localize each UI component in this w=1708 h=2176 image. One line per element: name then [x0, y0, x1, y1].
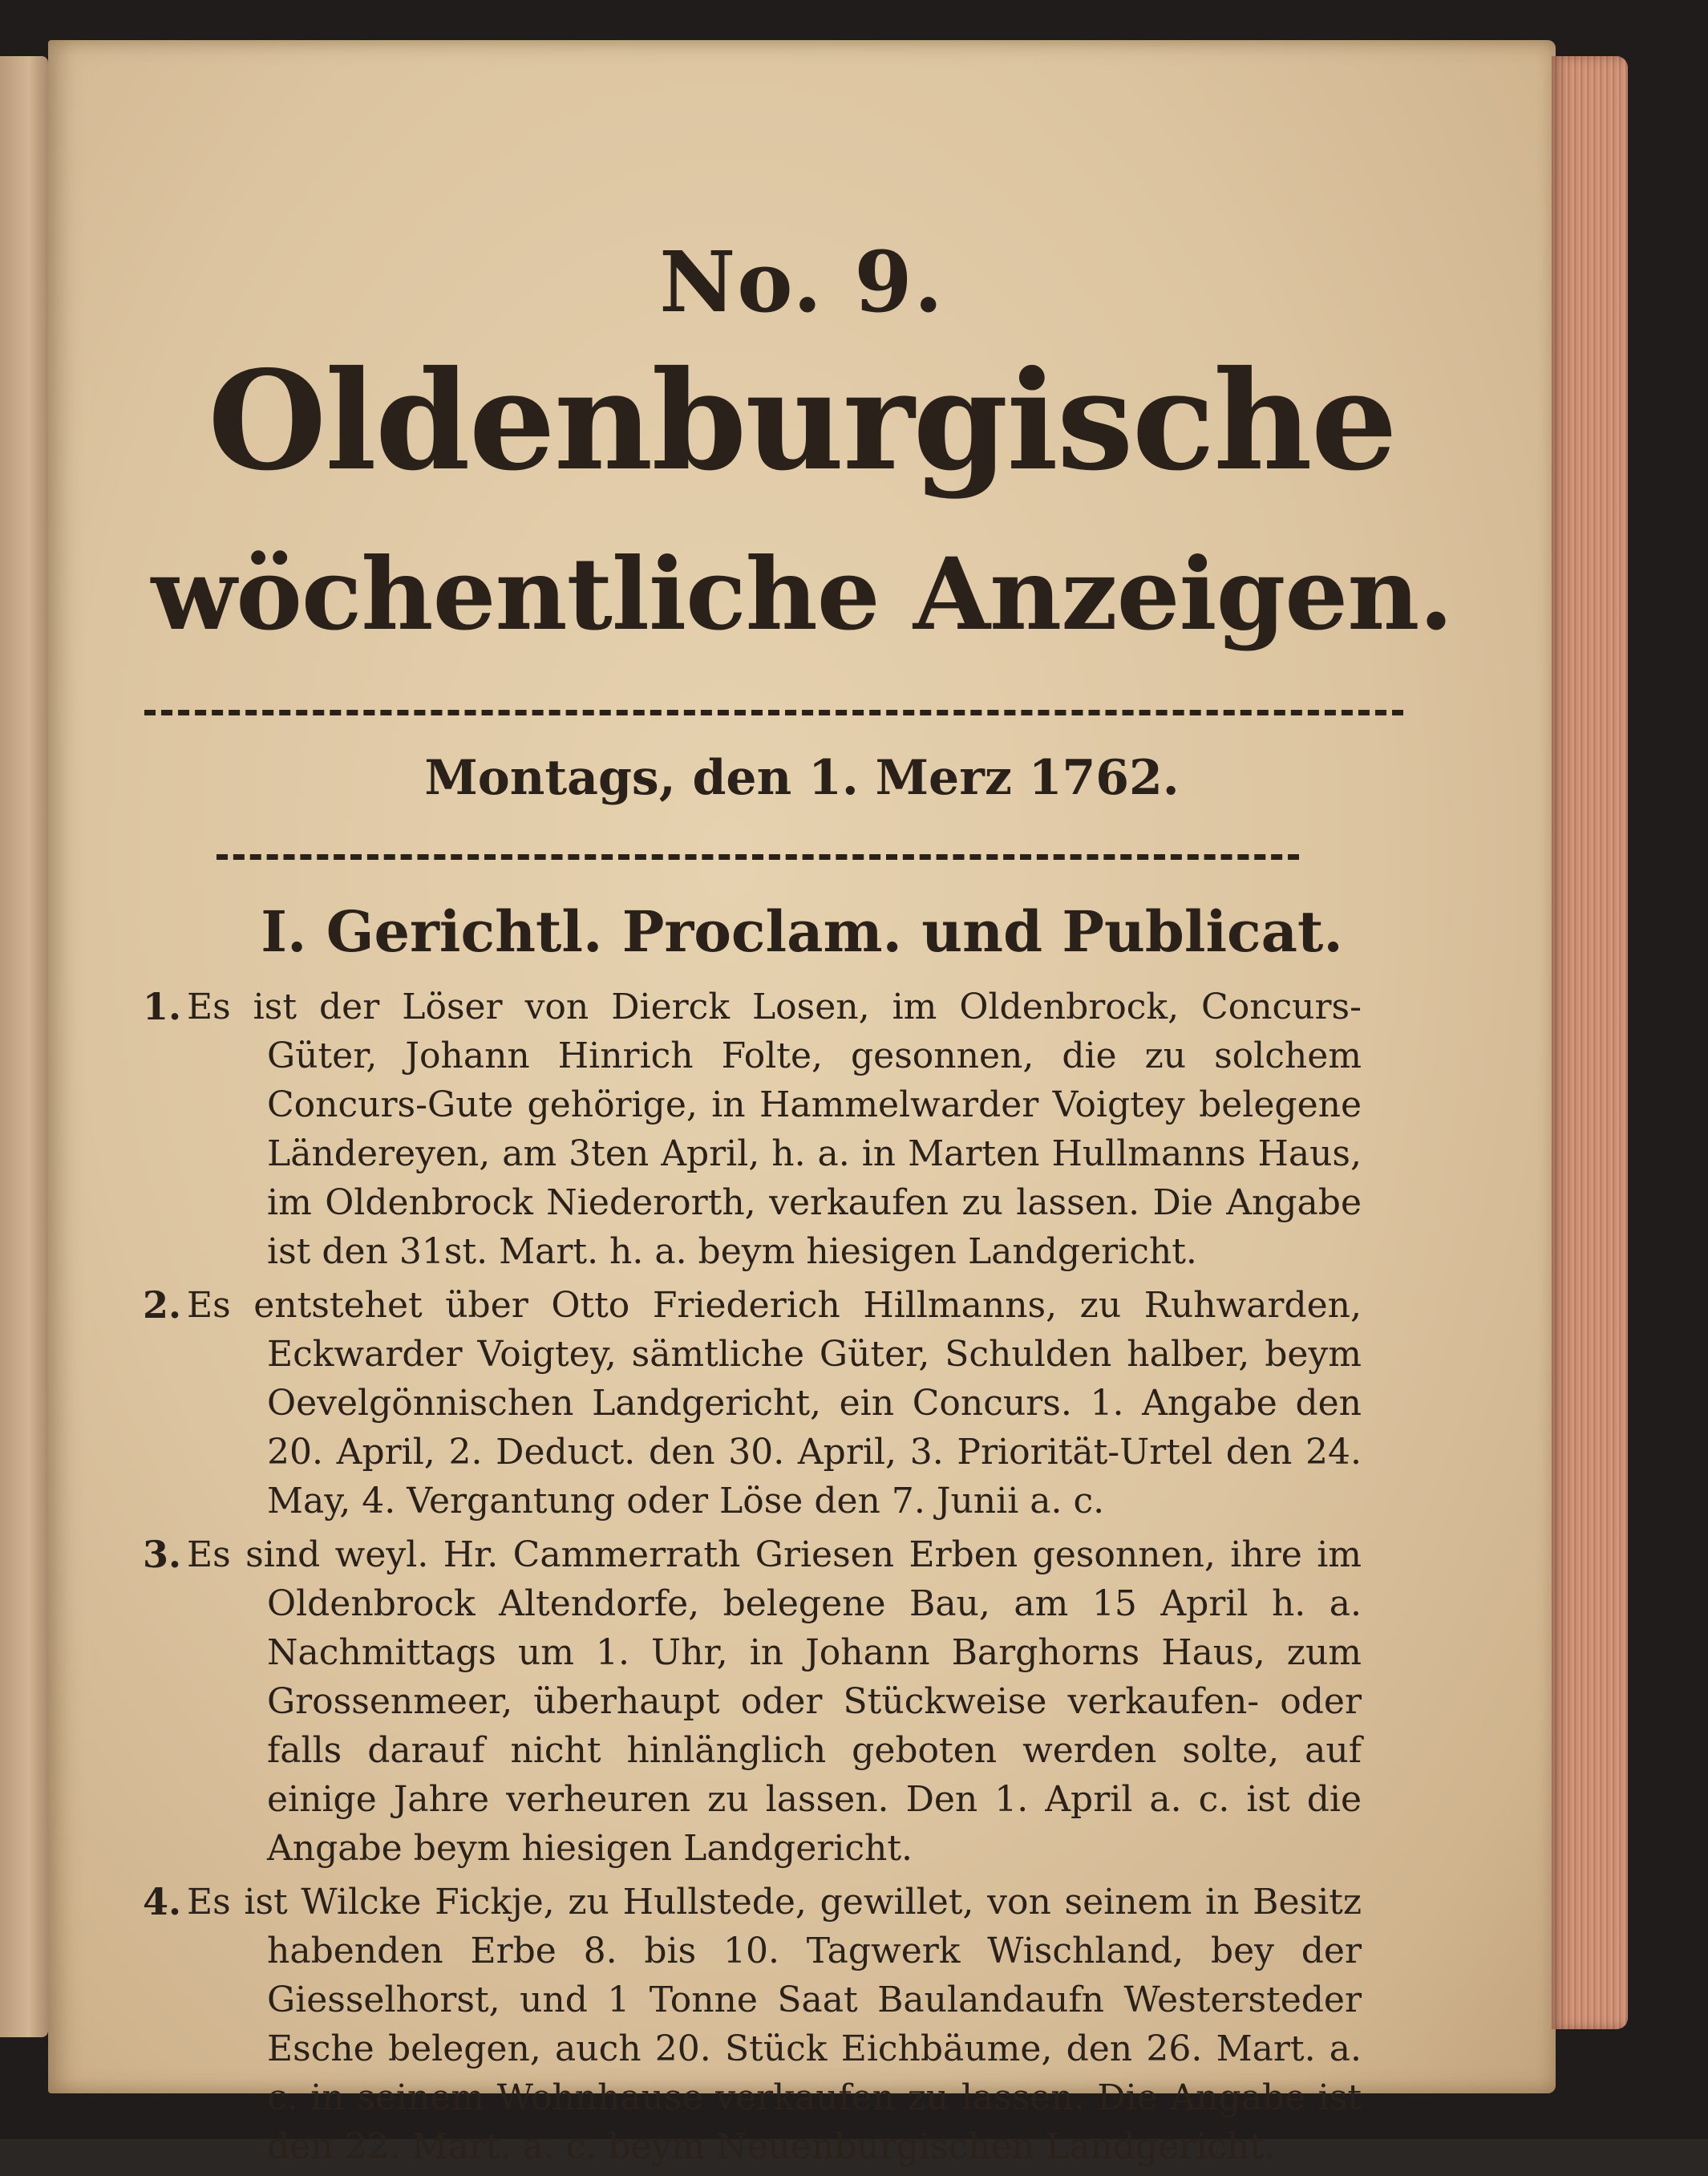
- notice-number: 3.: [143, 1533, 182, 1576]
- newspaper-page: [48, 40, 1556, 2167]
- notice-item: [143, 1281, 1362, 1526]
- masthead-title-line2: wöchentliche Anzeigen.: [151, 537, 1453, 653]
- issue-number: No. 9.: [659, 233, 945, 331]
- notice-number: 1.: [143, 985, 182, 1028]
- notice-text: Es sind weyl. Hr. Cammerrath Griesen Erben gesonnen, ihre im Oldenbrock Altendorfe, belegene Bau, am 15 April h. a. Nachmittags um 1. Uhr, in Johann Barghorns Haus, zum Grossenmeer, überhaupt oder Stückweise verkaufen- oder falls darauf nicht hinlänglich geboten werden solte, auf einige Jahre verheuren zu lassen. Den 1. April a. c. ist die Angabe beym hiesigen Landgericht.: [187, 1534, 1362, 1869]
- notice-item: [143, 1878, 1362, 2171]
- notice-number: 2.: [143, 1283, 182, 1327]
- notice-text: Es ist der Löser von Dierck Losen, im Oldenbrock, Concurs-Güter, Johann Hinrich Folte, gesonnen, die zu solchem Concurs-Gute gehörige, in Hammelwarder Voigtey belegene Ländereyen, am 3ten April, h. a. in Marten Hullmanns Haus, im Oldenbrock Niederorth, verkaufen zu lassen. Die Angabe ist den 31st. Mart. h. a. beym hiesigen Landgericht.: [187, 987, 1362, 1272]
- notice-item: [143, 983, 1362, 1276]
- masthead-divider: [144, 710, 1403, 715]
- previous-page-edge: [0, 56, 48, 2037]
- page-text-area: [48, 40, 1556, 2167]
- date-line: Montags, den 1. Merz 1762.: [424, 750, 1180, 806]
- notice-number: 4.: [143, 1880, 182, 1923]
- notice-list: [143, 983, 1362, 2176]
- notice-text: Es entstehet über Otto Friederich Hillmanns, zu Ruhwarden, Eckwarder Voigtey, sämtliche Güter, Schulden halber, beym Oevelgönnischen Landgericht, ein Concurs. 1. Angabe den 20. April, 2. Deduct. den 30. April, 3. Priorität-Urtel den 24. May, 4. Vergantung oder Löse den 7. Junii a. c.: [187, 1285, 1362, 1522]
- notice-text: Es ist Wilcke Fickje, zu Hullstede, gewillet, von seinem in Besitz habenden Erbe 8. bis 10. Tagwerk Wischland, bey der Giesselhorst, und 1 Tonne Saat Baulandaufn Westersteder Esche belegen, auch 20. Stück Eichbäume, den 26. Mart. a. c. in seinem Wohnhause verkaufen zu lassen. Die Angabe ist den 22. Mart. a. c. beym Neuenburgischen Landgericht.: [187, 1882, 1362, 2167]
- masthead-title-line1: Oldenburgische: [208, 341, 1396, 501]
- notice-item: [143, 1530, 1362, 1873]
- section-heading: I. Gerichtl. Proclam. und Publicat.: [261, 898, 1343, 965]
- page-block-edge: [1552, 56, 1628, 2029]
- date-divider: [217, 854, 1299, 860]
